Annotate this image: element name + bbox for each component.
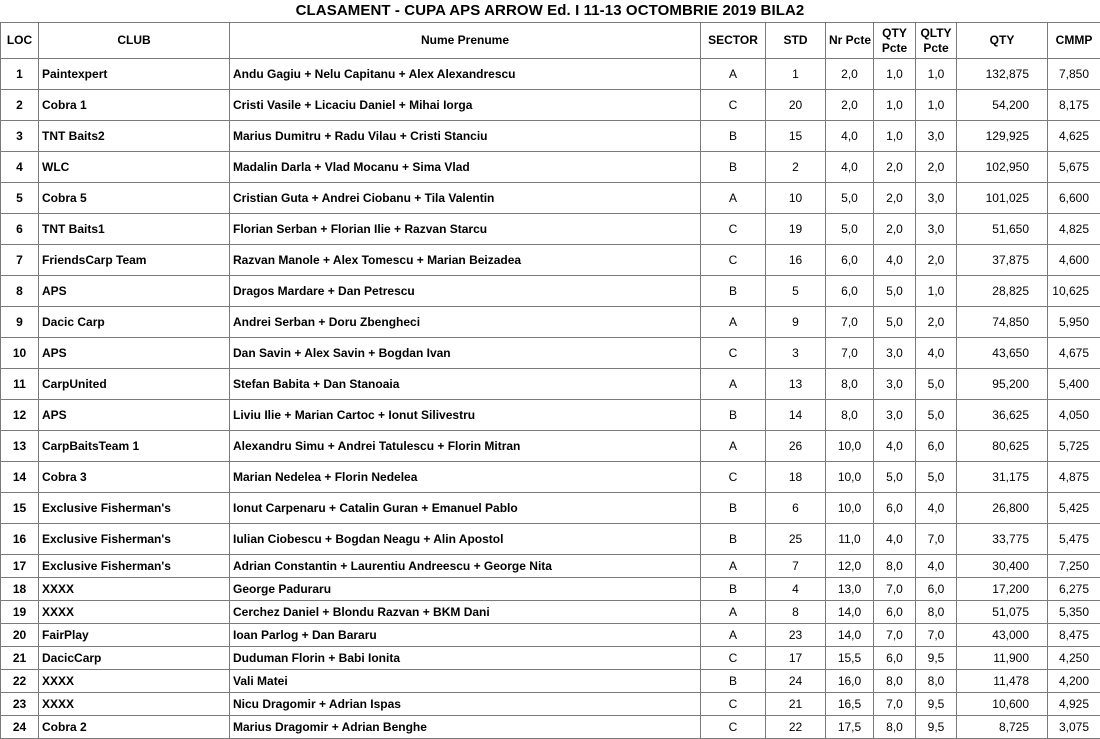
cell-names: Razvan Manole + Alex Tomescu + Marian Beizadea xyxy=(230,245,701,276)
cell-nr-pcte: 5,0 xyxy=(826,183,874,214)
cell-qty: 11,900 xyxy=(957,647,1048,670)
cell-cmmp: 5,675 xyxy=(1048,152,1100,183)
cell-names: Florian Serban + Florian Ilie + Razvan Starcu xyxy=(230,214,701,245)
cell-qty-pcte: 1,0 xyxy=(874,121,916,152)
cell-qlty-pcte: 9,5 xyxy=(916,693,957,716)
cell-qty-pcte: 5,0 xyxy=(874,462,916,493)
table-row xyxy=(1,59,1100,90)
cell-qty: 43,000 xyxy=(957,624,1048,647)
cell-std: 3 xyxy=(766,338,826,369)
table-row xyxy=(1,647,1100,670)
header-row xyxy=(1,23,1100,59)
cell-cmmp: 4,925 xyxy=(1048,693,1100,716)
cell-qlty-pcte: 3,0 xyxy=(916,183,957,214)
cell-nr-pcte: 10,0 xyxy=(826,431,874,462)
header-nr-pcte: Nr Pcte xyxy=(826,23,874,59)
cell-qty-pcte: 4,0 xyxy=(874,431,916,462)
page-title: CLASAMENT - CUPA APS ARROW Ed. I 11-13 OCTOMBRIE 2019 BILA2 xyxy=(0,0,1100,22)
cell-loc: 2 xyxy=(1,90,39,121)
cell-qty-pcte: 1,0 xyxy=(874,59,916,90)
cell-club: Cobra 1 xyxy=(39,90,230,121)
cell-std: 5 xyxy=(766,276,826,307)
header-qty-pcte-line1: QTY xyxy=(882,26,907,40)
cell-loc: 14 xyxy=(1,462,39,493)
cell-nr-pcte: 4,0 xyxy=(826,152,874,183)
cell-cmmp: 4,625 xyxy=(1048,121,1100,152)
cell-qty: 11,478 xyxy=(957,670,1048,693)
cell-qlty-pcte: 9,5 xyxy=(916,716,957,739)
cell-qty: 17,200 xyxy=(957,578,1048,601)
cell-sector: A xyxy=(701,431,766,462)
cell-sector: B xyxy=(701,524,766,555)
cell-cmmp: 5,475 xyxy=(1048,524,1100,555)
cell-nr-pcte: 7,0 xyxy=(826,307,874,338)
cell-sector: A xyxy=(701,601,766,624)
cell-loc: 10 xyxy=(1,338,39,369)
cell-names: Ioan Parlog + Dan Bararu xyxy=(230,624,701,647)
header-names: Nume Prenume xyxy=(230,23,701,59)
cell-std: 25 xyxy=(766,524,826,555)
table-row xyxy=(1,716,1100,739)
table-row xyxy=(1,431,1100,462)
cell-qty: 80,625 xyxy=(957,431,1048,462)
cell-names: Cristi Vasile + Licaciu Daniel + Mihai Iorga xyxy=(230,90,701,121)
cell-club: XXXX xyxy=(39,693,230,716)
cell-std: 6 xyxy=(766,493,826,524)
cell-sector: A xyxy=(701,624,766,647)
cell-names: Stefan Babita + Dan Stanoaia xyxy=(230,369,701,400)
cell-loc: 24 xyxy=(1,716,39,739)
cell-nr-pcte: 8,0 xyxy=(826,369,874,400)
cell-qlty-pcte: 9,5 xyxy=(916,647,957,670)
cell-std: 16 xyxy=(766,245,826,276)
cell-qty-pcte: 8,0 xyxy=(874,716,916,739)
cell-qlty-pcte: 8,0 xyxy=(916,670,957,693)
cell-club: TNT Baits2 xyxy=(39,121,230,152)
cell-cmmp: 10,625 xyxy=(1048,276,1100,307)
cell-loc: 12 xyxy=(1,400,39,431)
cell-cmmp: 5,350 xyxy=(1048,601,1100,624)
cell-qty-pcte: 7,0 xyxy=(874,578,916,601)
header-cmmp: CMMP xyxy=(1048,23,1100,59)
cell-cmmp: 6,600 xyxy=(1048,183,1100,214)
cell-qty: 36,625 xyxy=(957,400,1048,431)
cell-sector: A xyxy=(701,59,766,90)
cell-qlty-pcte: 3,0 xyxy=(916,121,957,152)
header-qlty-pcte-line1: QLTY xyxy=(920,26,951,40)
cell-sector: A xyxy=(701,307,766,338)
cell-qlty-pcte: 6,0 xyxy=(916,578,957,601)
table-row xyxy=(1,670,1100,693)
cell-qty: 31,175 xyxy=(957,462,1048,493)
cell-std: 19 xyxy=(766,214,826,245)
header-qty-pcte-line2: Pcte xyxy=(882,41,907,55)
cell-sector: B xyxy=(701,578,766,601)
table-row xyxy=(1,462,1100,493)
cell-loc: 7 xyxy=(1,245,39,276)
cell-std: 22 xyxy=(766,716,826,739)
cell-cmmp: 5,425 xyxy=(1048,493,1100,524)
cell-sector: A xyxy=(701,369,766,400)
cell-qlty-pcte: 7,0 xyxy=(916,624,957,647)
cell-sector: A xyxy=(701,183,766,214)
ranking-table xyxy=(0,22,1100,739)
cell-cmmp: 4,675 xyxy=(1048,338,1100,369)
cell-nr-pcte: 5,0 xyxy=(826,214,874,245)
cell-qty: 30,400 xyxy=(957,555,1048,578)
cell-club: Cobra 3 xyxy=(39,462,230,493)
cell-sector: B xyxy=(701,670,766,693)
cell-nr-pcte: 4,0 xyxy=(826,121,874,152)
cell-qty-pcte: 5,0 xyxy=(874,307,916,338)
table-row xyxy=(1,369,1100,400)
cell-qty: 132,875 xyxy=(957,59,1048,90)
cell-club: APS xyxy=(39,400,230,431)
cell-std: 13 xyxy=(766,369,826,400)
cell-qty-pcte: 2,0 xyxy=(874,214,916,245)
header-std: STD xyxy=(766,23,826,59)
cell-loc: 19 xyxy=(1,601,39,624)
cell-std: 15 xyxy=(766,121,826,152)
cell-loc: 22 xyxy=(1,670,39,693)
cell-names: Cristian Guta + Andrei Ciobanu + Tila Valentin xyxy=(230,183,701,214)
cell-loc: 21 xyxy=(1,647,39,670)
cell-sector: B xyxy=(701,121,766,152)
cell-qty: 10,600 xyxy=(957,693,1048,716)
cell-nr-pcte: 7,0 xyxy=(826,338,874,369)
cell-std: 14 xyxy=(766,400,826,431)
cell-qlty-pcte: 2,0 xyxy=(916,307,957,338)
cell-names: Marian Nedelea + Florin Nedelea xyxy=(230,462,701,493)
cell-club: TNT Baits1 xyxy=(39,214,230,245)
cell-nr-pcte: 2,0 xyxy=(826,59,874,90)
table-row xyxy=(1,400,1100,431)
cell-qty-pcte: 1,0 xyxy=(874,90,916,121)
cell-qty-pcte: 4,0 xyxy=(874,245,916,276)
table-row xyxy=(1,307,1100,338)
cell-std: 17 xyxy=(766,647,826,670)
cell-sector: B xyxy=(701,493,766,524)
table-row xyxy=(1,121,1100,152)
cell-qlty-pcte: 2,0 xyxy=(916,245,957,276)
cell-std: 23 xyxy=(766,624,826,647)
table-row xyxy=(1,624,1100,647)
cell-nr-pcte: 11,0 xyxy=(826,524,874,555)
cell-sector: C xyxy=(701,647,766,670)
cell-sector: A xyxy=(701,555,766,578)
cell-qty: 37,875 xyxy=(957,245,1048,276)
cell-qty-pcte: 6,0 xyxy=(874,493,916,524)
cell-loc: 5 xyxy=(1,183,39,214)
cell-club: Dacic Carp xyxy=(39,307,230,338)
header-loc: LOC xyxy=(1,23,39,59)
cell-cmmp: 4,825 xyxy=(1048,214,1100,245)
cell-qlty-pcte: 1,0 xyxy=(916,90,957,121)
cell-names: George Paduraru xyxy=(230,578,701,601)
cell-names: Marius Dumitru + Radu Vilau + Cristi Stanciu xyxy=(230,121,701,152)
cell-loc: 8 xyxy=(1,276,39,307)
cell-club: Cobra 5 xyxy=(39,183,230,214)
cell-club: XXXX xyxy=(39,601,230,624)
cell-sector: B xyxy=(701,400,766,431)
cell-names: Cerchez Daniel + Blondu Razvan + BKM Dani xyxy=(230,601,701,624)
cell-names: Dragos Mardare + Dan Petrescu xyxy=(230,276,701,307)
cell-nr-pcte: 14,0 xyxy=(826,624,874,647)
cell-qty-pcte: 8,0 xyxy=(874,670,916,693)
cell-qlty-pcte: 4,0 xyxy=(916,555,957,578)
cell-cmmp: 8,475 xyxy=(1048,624,1100,647)
cell-qlty-pcte: 8,0 xyxy=(916,601,957,624)
cell-cmmp: 5,400 xyxy=(1048,369,1100,400)
cell-nr-pcte: 6,0 xyxy=(826,245,874,276)
cell-nr-pcte: 13,0 xyxy=(826,578,874,601)
cell-qty: 43,650 xyxy=(957,338,1048,369)
cell-qty-pcte: 3,0 xyxy=(874,338,916,369)
cell-qlty-pcte: 1,0 xyxy=(916,59,957,90)
cell-nr-pcte: 2,0 xyxy=(826,90,874,121)
cell-qty-pcte: 2,0 xyxy=(874,183,916,214)
cell-nr-pcte: 10,0 xyxy=(826,462,874,493)
cell-cmmp: 4,875 xyxy=(1048,462,1100,493)
cell-club: CarpBaitsTeam 1 xyxy=(39,431,230,462)
table-row xyxy=(1,245,1100,276)
cell-qty-pcte: 5,0 xyxy=(874,276,916,307)
cell-cmmp: 5,950 xyxy=(1048,307,1100,338)
cell-loc: 1 xyxy=(1,59,39,90)
cell-club: APS xyxy=(39,276,230,307)
cell-loc: 13 xyxy=(1,431,39,462)
cell-qlty-pcte: 5,0 xyxy=(916,462,957,493)
cell-nr-pcte: 14,0 xyxy=(826,601,874,624)
cell-qlty-pcte: 3,0 xyxy=(916,214,957,245)
table-row xyxy=(1,152,1100,183)
table-row xyxy=(1,90,1100,121)
cell-names: Alexandru Simu + Andrei Tatulescu + Florin Mitran xyxy=(230,431,701,462)
cell-sector: B xyxy=(701,276,766,307)
cell-std: 2 xyxy=(766,152,826,183)
cell-qty-pcte: 3,0 xyxy=(874,369,916,400)
cell-std: 18 xyxy=(766,462,826,493)
cell-qty-pcte: 8,0 xyxy=(874,555,916,578)
cell-names: Adrian Constantin + Laurentiu Andreescu + George Nita xyxy=(230,555,701,578)
cell-std: 10 xyxy=(766,183,826,214)
table-row xyxy=(1,338,1100,369)
cell-std: 26 xyxy=(766,431,826,462)
cell-loc: 6 xyxy=(1,214,39,245)
header-qlty-pcte xyxy=(916,23,957,59)
cell-sector: C xyxy=(701,338,766,369)
cell-club: XXXX xyxy=(39,578,230,601)
cell-loc: 3 xyxy=(1,121,39,152)
cell-nr-pcte: 16,0 xyxy=(826,670,874,693)
cell-qty-pcte: 7,0 xyxy=(874,624,916,647)
cell-qty: 95,200 xyxy=(957,369,1048,400)
table-row xyxy=(1,601,1100,624)
cell-club: Cobra 2 xyxy=(39,716,230,739)
cell-cmmp: 4,600 xyxy=(1048,245,1100,276)
cell-cmmp: 8,175 xyxy=(1048,90,1100,121)
cell-loc: 18 xyxy=(1,578,39,601)
cell-names: Liviu Ilie + Marian Cartoc + Ionut Silivestru xyxy=(230,400,701,431)
cell-names: Duduman Florin + Babi Ionita xyxy=(230,647,701,670)
cell-sector: C xyxy=(701,214,766,245)
table-row xyxy=(1,183,1100,214)
cell-loc: 17 xyxy=(1,555,39,578)
table-row xyxy=(1,524,1100,555)
cell-qty-pcte: 7,0 xyxy=(874,693,916,716)
cell-qty: 51,650 xyxy=(957,214,1048,245)
cell-qty-pcte: 6,0 xyxy=(874,647,916,670)
cell-names: Madalin Darla + Vlad Mocanu + Sima Vlad xyxy=(230,152,701,183)
cell-cmmp: 7,250 xyxy=(1048,555,1100,578)
cell-qty: 74,850 xyxy=(957,307,1048,338)
cell-qlty-pcte: 2,0 xyxy=(916,152,957,183)
cell-qty: 54,200 xyxy=(957,90,1048,121)
table-row xyxy=(1,214,1100,245)
cell-qlty-pcte: 6,0 xyxy=(916,431,957,462)
cell-names: Nicu Dragomir + Adrian Ispas xyxy=(230,693,701,716)
cell-names: Ionut Carpenaru + Catalin Guran + Emanuel Pablo xyxy=(230,493,701,524)
cell-club: XXXX xyxy=(39,670,230,693)
cell-club: APS xyxy=(39,338,230,369)
cell-qty-pcte: 2,0 xyxy=(874,152,916,183)
cell-sector: C xyxy=(701,245,766,276)
cell-names: Andrei Serban + Doru Zbengheci xyxy=(230,307,701,338)
table-row xyxy=(1,693,1100,716)
cell-loc: 15 xyxy=(1,493,39,524)
cell-names: Vali Matei xyxy=(230,670,701,693)
cell-qty-pcte: 6,0 xyxy=(874,601,916,624)
cell-loc: 23 xyxy=(1,693,39,716)
header-club: CLUB xyxy=(39,23,230,59)
cell-club: Paintexpert xyxy=(39,59,230,90)
cell-sector: C xyxy=(701,90,766,121)
cell-qlty-pcte: 4,0 xyxy=(916,338,957,369)
cell-sector: B xyxy=(701,152,766,183)
cell-names: Marius Dragomir + Adrian Benghe xyxy=(230,716,701,739)
cell-std: 24 xyxy=(766,670,826,693)
cell-cmmp: 4,250 xyxy=(1048,647,1100,670)
cell-loc: 16 xyxy=(1,524,39,555)
cell-qty: 101,025 xyxy=(957,183,1048,214)
cell-loc: 4 xyxy=(1,152,39,183)
cell-nr-pcte: 17,5 xyxy=(826,716,874,739)
header-qty: QTY xyxy=(957,23,1048,59)
cell-club: Exclusive Fisherman's xyxy=(39,493,230,524)
cell-cmmp: 4,050 xyxy=(1048,400,1100,431)
cell-club: Exclusive Fisherman's xyxy=(39,555,230,578)
header-sector: SECTOR xyxy=(701,23,766,59)
cell-qty: 51,075 xyxy=(957,601,1048,624)
cell-qty: 26,800 xyxy=(957,493,1048,524)
cell-club: FairPlay xyxy=(39,624,230,647)
cell-qlty-pcte: 4,0 xyxy=(916,493,957,524)
header-qlty-pcte-line2: Pcte xyxy=(923,41,948,55)
cell-nr-pcte: 15,5 xyxy=(826,647,874,670)
cell-club: FriendsCarp Team xyxy=(39,245,230,276)
table-row xyxy=(1,578,1100,601)
cell-qlty-pcte: 1,0 xyxy=(916,276,957,307)
cell-nr-pcte: 12,0 xyxy=(826,555,874,578)
cell-names: Dan Savin + Alex Savin + Bogdan Ivan xyxy=(230,338,701,369)
cell-sector: C xyxy=(701,716,766,739)
cell-cmmp: 6,275 xyxy=(1048,578,1100,601)
cell-club: Exclusive Fisherman's xyxy=(39,524,230,555)
table-row xyxy=(1,493,1100,524)
cell-qlty-pcte: 5,0 xyxy=(916,400,957,431)
table-row xyxy=(1,276,1100,307)
table-row xyxy=(1,555,1100,578)
cell-qty-pcte: 3,0 xyxy=(874,400,916,431)
cell-qty: 102,950 xyxy=(957,152,1048,183)
cell-qlty-pcte: 7,0 xyxy=(916,524,957,555)
cell-qty: 129,925 xyxy=(957,121,1048,152)
cell-qlty-pcte: 5,0 xyxy=(916,369,957,400)
cell-std: 1 xyxy=(766,59,826,90)
cell-sector: C xyxy=(701,462,766,493)
cell-loc: 11 xyxy=(1,369,39,400)
cell-std: 7 xyxy=(766,555,826,578)
cell-std: 4 xyxy=(766,578,826,601)
cell-names: Iulian Ciobescu + Bogdan Neagu + Alin Apostol xyxy=(230,524,701,555)
cell-cmmp: 4,200 xyxy=(1048,670,1100,693)
cell-club: WLC xyxy=(39,152,230,183)
cell-cmmp: 7,850 xyxy=(1048,59,1100,90)
cell-nr-pcte: 8,0 xyxy=(826,400,874,431)
cell-nr-pcte: 10,0 xyxy=(826,493,874,524)
cell-qty: 28,825 xyxy=(957,276,1048,307)
cell-cmmp: 5,725 xyxy=(1048,431,1100,462)
cell-names: Andu Gagiu + Nelu Capitanu + Alex Alexandrescu xyxy=(230,59,701,90)
cell-cmmp: 3,075 xyxy=(1048,716,1100,739)
cell-std: 9 xyxy=(766,307,826,338)
cell-loc: 9 xyxy=(1,307,39,338)
cell-club: DacicCarp xyxy=(39,647,230,670)
cell-qty: 8,725 xyxy=(957,716,1048,739)
cell-nr-pcte: 6,0 xyxy=(826,276,874,307)
cell-sector: C xyxy=(701,693,766,716)
cell-club: CarpUnited xyxy=(39,369,230,400)
cell-qty: 33,775 xyxy=(957,524,1048,555)
cell-std: 20 xyxy=(766,90,826,121)
cell-nr-pcte: 16,5 xyxy=(826,693,874,716)
header-qty-pcte xyxy=(874,23,916,59)
cell-std: 21 xyxy=(766,693,826,716)
cell-qty-pcte: 4,0 xyxy=(874,524,916,555)
cell-std: 8 xyxy=(766,601,826,624)
cell-loc: 20 xyxy=(1,624,39,647)
